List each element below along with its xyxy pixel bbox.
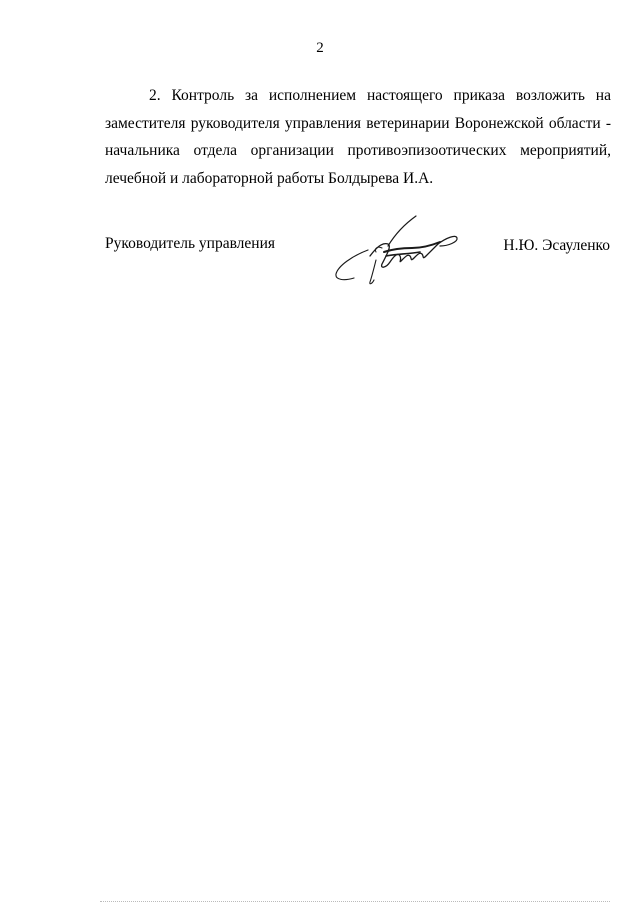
page-number: 2	[316, 40, 324, 56]
signatory-position: Руководитель управления	[105, 235, 276, 252]
order-paragraph	[105, 82, 611, 192]
handwritten-signature	[330, 212, 460, 287]
paragraph-line: начальника отдела организации противоэпизоотических мероприятий,	[105, 142, 611, 159]
paragraph-line: лечебной и лабораторной работы Болдырева И.А.	[105, 169, 434, 187]
paragraph-line: заместителя руководителя управления ветеринарии Воронежской области -	[105, 114, 611, 132]
paragraph-line: 2. Контроль за исполнением настоящего приказа возложить на	[149, 87, 611, 104]
scan-edge-rule	[100, 901, 610, 903]
signatory-name: Н.Ю. Эсауленко	[503, 237, 610, 254]
